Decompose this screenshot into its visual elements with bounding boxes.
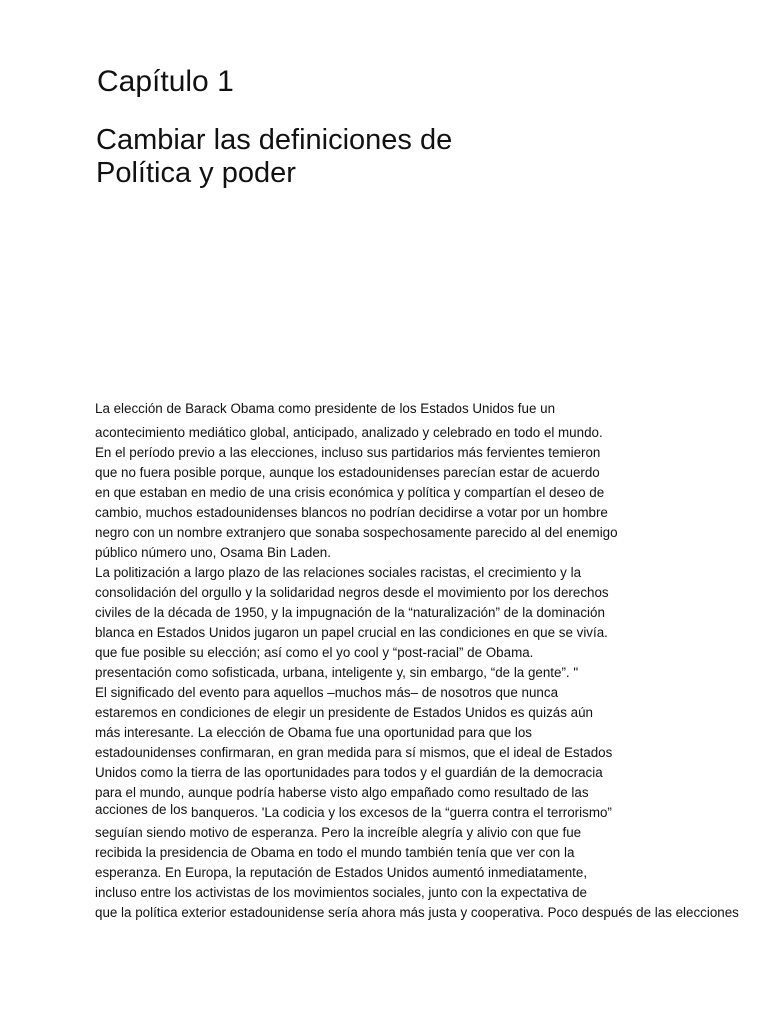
text-line: que no fuera posible porque, aunque los estadounidenses parecían estar de acuerdo xyxy=(95,465,600,480)
text-line: acontecimiento mediático global, anticipado, analizado y celebrado en todo el mundo. xyxy=(95,425,603,440)
text-line: que la política exterior estadounidense sería ahora más justa y cooperativa. Poco después de las elecciones xyxy=(95,905,739,920)
text-line: En el período previo a las elecciones, incluso sus partidarios más fervientes temieron xyxy=(95,445,601,460)
text-line: esperanza. En Europa, la reputación de Estados Unidos aumentó inmediatamente, xyxy=(95,865,588,880)
text-line-split xyxy=(95,803,768,823)
text-line: para el mundo, aunque podría haberse visto algo empañado como resultado de las xyxy=(95,785,589,800)
text-fragment: acciones de los xyxy=(95,802,192,817)
text-line: civiles de la década de 1950, y la impugnación de la “naturalización” de la dominación xyxy=(95,605,605,620)
text-line: blanca en Estados Unidos jugaron un papel crucial en las condiciones en que se vivía. xyxy=(95,625,608,640)
text-fragment: banqueros. 'La codicia y los excesos de la “guerra contra el terrorismo” xyxy=(191,805,612,820)
text-line: recibida la presidencia de Obama en todo el mundo también tenía que ver con la xyxy=(95,845,575,860)
text-line: estaremos en condiciones de elegir un presidente de Estados Unidos es quizás aún xyxy=(95,705,593,720)
text-line: incluso entre los activistas de los movimientos sociales, junto con la expectativa de xyxy=(95,885,587,900)
chapter-title-line: Cambiar las definiciones de xyxy=(96,124,453,156)
text-line: estadounidenses confirmaran, en gran medida para sí mismos, que el ideal de Estados xyxy=(95,745,613,760)
body-text xyxy=(95,401,768,923)
chapter-label: Capítulo 1 xyxy=(97,65,234,98)
text-line: negro con un nombre extranjero que sonaba sospechosamente parecido al del enemigo xyxy=(95,525,618,540)
text-line: consolidación del orgullo y la solidaridad negros desde el movimiento por los derechos xyxy=(95,585,609,600)
text-line: más interesante. La elección de Obama fue una oportunidad para que los xyxy=(95,725,532,740)
text-line: Unidos como la tierra de las oportunidades para todos y el guardián de la democracia xyxy=(95,765,603,780)
text-line: La politización a largo plazo de las relaciones sociales racistas, el crecimiento y la xyxy=(95,565,582,580)
text-line: presentación como sofisticada, urbana, inteligente y, sin embargo, “de la gente”. " xyxy=(95,665,579,680)
chapter-title-line: Política y poder xyxy=(96,157,296,189)
text-line: El significado del evento para aquellos –muchos más– de nosotros que nunca xyxy=(95,685,559,700)
text-line: seguían siendo motivo de esperanza. Pero la increíble alegría y alivio con que fue xyxy=(95,825,582,840)
text-line: público número uno, Osama Bin Laden. xyxy=(95,545,331,560)
chapter-title xyxy=(96,124,452,190)
text-line: cambio, muchos estadounidenses blancos no podrían decidirse a votar por un hombre xyxy=(95,505,608,520)
text-line: La elección de Barack Obama como presidente de los Estados Unidos fue un xyxy=(95,401,556,416)
text-line: en que estaban en medio de una crisis económica y política y compartían el deseo de xyxy=(95,485,605,500)
text-line: que fue posible su elección; así como el yo cool y “post-racial” de Obama. xyxy=(95,645,534,660)
